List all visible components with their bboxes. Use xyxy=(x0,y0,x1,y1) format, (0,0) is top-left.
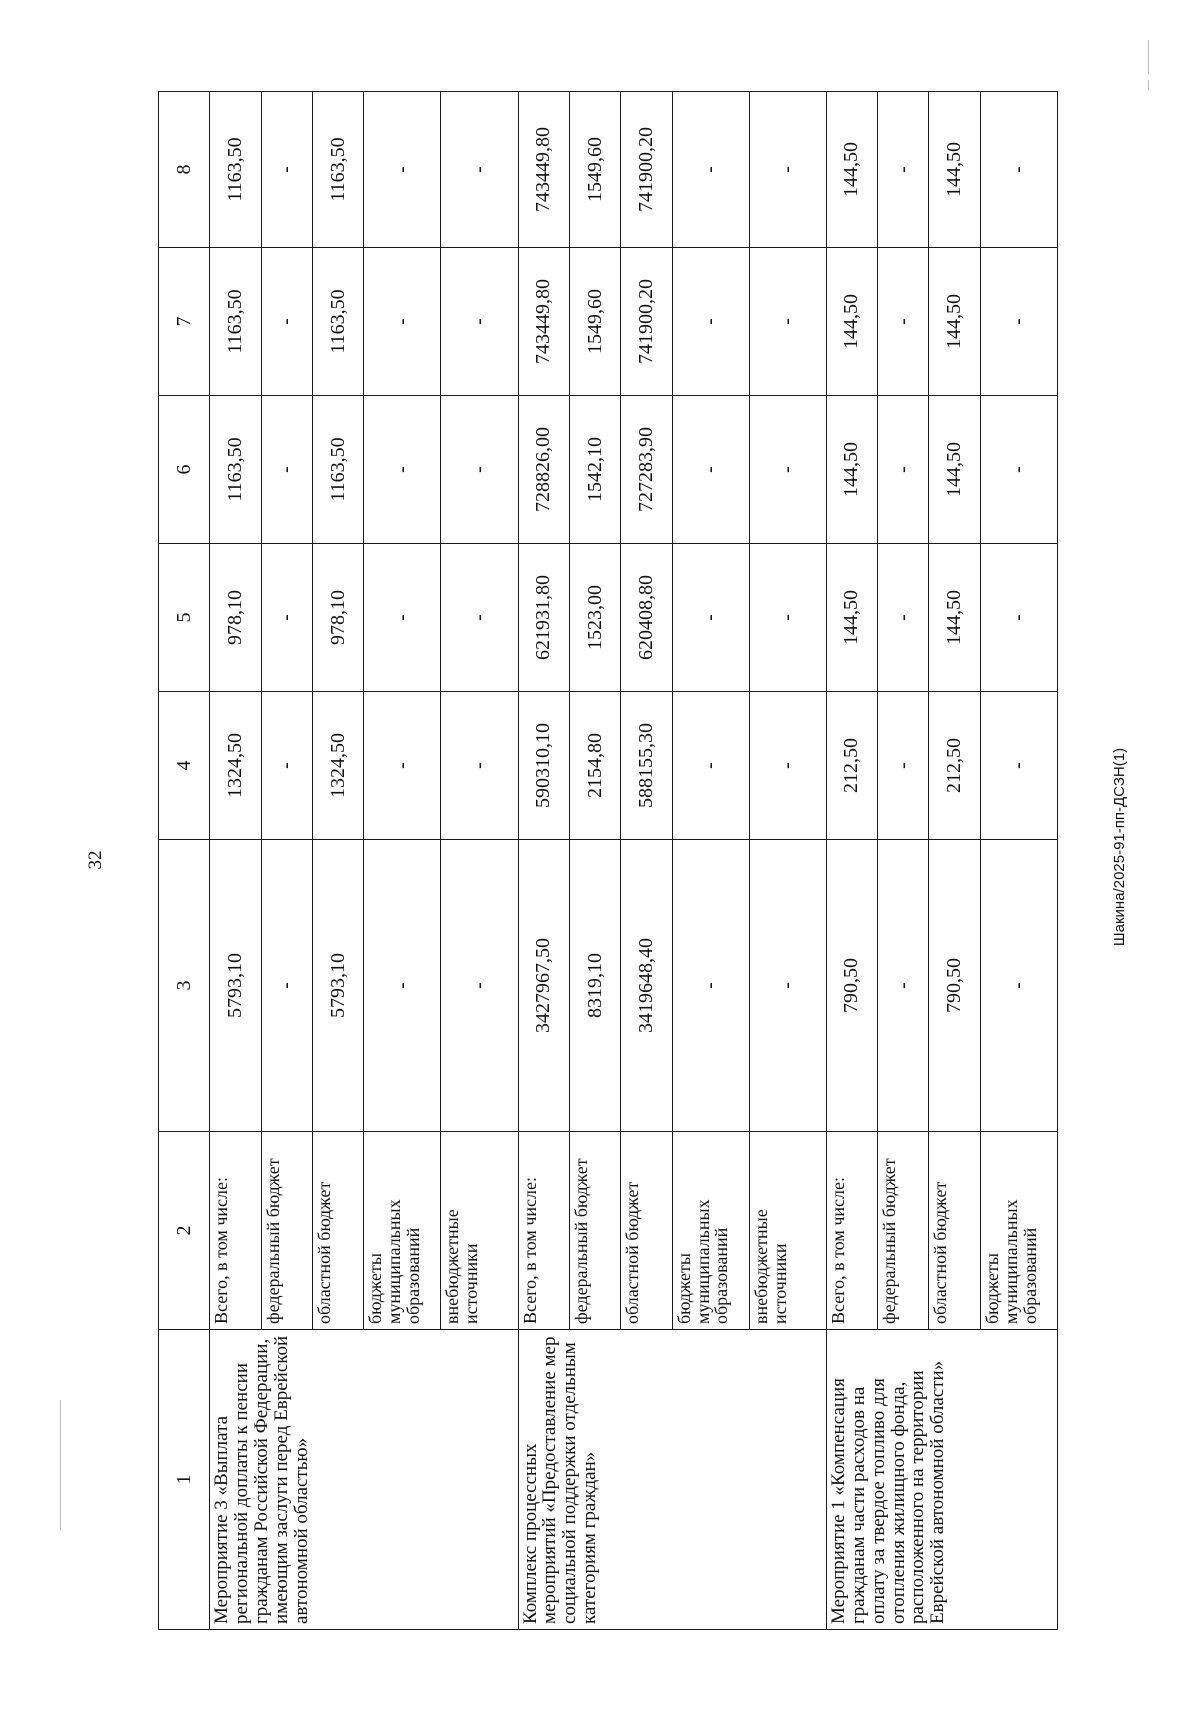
amount-cell: - xyxy=(878,248,929,396)
funding-source: Всего, в том числе: xyxy=(826,1132,877,1330)
funding-source: областной бюджет xyxy=(621,1132,672,1330)
amount-cell: 144,50 xyxy=(929,544,980,692)
amount-cell: 144,50 xyxy=(929,248,980,396)
amount-cell: - xyxy=(261,248,312,396)
amount-cell: - xyxy=(441,396,518,544)
amount-cell: 1549,60 xyxy=(569,92,620,248)
column-number: 5 xyxy=(159,544,210,692)
amount-cell: - xyxy=(364,544,441,692)
amount-cell: 8319,10 xyxy=(569,840,620,1132)
amount-cell: 3427967,50 xyxy=(518,840,569,1132)
amount-cell: 3419648,40 xyxy=(621,840,672,1132)
amount-cell: - xyxy=(261,396,312,544)
column-number: 2 xyxy=(159,1132,210,1330)
amount-cell: - xyxy=(364,692,441,840)
amount-cell: 1163,50 xyxy=(210,248,261,396)
amount-cell: 144,50 xyxy=(929,396,980,544)
funding-source: внебюджетные источники xyxy=(441,1132,518,1330)
amount-cell: 620408,80 xyxy=(621,544,672,692)
amount-cell: - xyxy=(749,840,826,1132)
document-code: Шакина/2025-91-пп-ДСЗН(1) xyxy=(1111,747,1128,947)
amount-cell: - xyxy=(749,396,826,544)
table-row xyxy=(826,92,877,1630)
funding-source: областной бюджет xyxy=(929,1132,980,1330)
amount-cell: - xyxy=(364,840,441,1132)
amount-cell: - xyxy=(672,248,749,396)
amount-cell: - xyxy=(878,92,929,248)
amount-cell: - xyxy=(980,544,1057,692)
amount-cell: - xyxy=(441,692,518,840)
amount-cell: 621931,80 xyxy=(518,544,569,692)
amount-cell: - xyxy=(364,92,441,248)
amount-cell: - xyxy=(980,92,1057,248)
amount-cell: 144,50 xyxy=(826,396,877,544)
amount-cell: - xyxy=(364,396,441,544)
amount-cell: - xyxy=(878,692,929,840)
amount-cell: - xyxy=(261,544,312,692)
amount-cell: 1163,50 xyxy=(210,92,261,248)
amount-cell: - xyxy=(441,840,518,1132)
scan-artifact xyxy=(1148,80,1149,90)
amount-cell: 741900,20 xyxy=(621,248,672,396)
amount-cell: - xyxy=(749,248,826,396)
column-number: 4 xyxy=(159,692,210,840)
amount-cell: 1163,50 xyxy=(210,396,261,544)
amount-cell: - xyxy=(672,92,749,248)
funding-table-body xyxy=(159,92,1058,1630)
amount-cell: 743449,80 xyxy=(518,248,569,396)
funding-table-rotated xyxy=(158,92,1058,1630)
funding-source: бюджеты муниципальных образований xyxy=(980,1132,1057,1330)
column-number: 6 xyxy=(159,396,210,544)
funding-source: федеральный бюджет xyxy=(878,1132,929,1330)
amount-cell: - xyxy=(441,544,518,692)
column-number: 3 xyxy=(159,840,210,1132)
column-number: 1 xyxy=(159,1330,210,1630)
amount-cell: 1163,50 xyxy=(313,248,364,396)
amount-cell: 212,50 xyxy=(929,692,980,840)
amount-cell: 1324,50 xyxy=(313,692,364,840)
amount-cell: 1523,00 xyxy=(569,544,620,692)
amount-cell: - xyxy=(364,248,441,396)
amount-cell: 790,50 xyxy=(929,840,980,1132)
amount-cell: 1549,60 xyxy=(569,248,620,396)
amount-cell: 978,10 xyxy=(210,544,261,692)
funding-source: внебюджетные источники xyxy=(749,1132,826,1330)
amount-cell: 743449,80 xyxy=(518,92,569,248)
column-number: 7 xyxy=(159,248,210,396)
funding-source: Всего, в том числе: xyxy=(210,1132,261,1330)
amount-cell: - xyxy=(672,840,749,1132)
amount-cell: 590310,10 xyxy=(518,692,569,840)
amount-cell: - xyxy=(980,692,1057,840)
amount-cell: - xyxy=(980,396,1057,544)
scan-artifact xyxy=(1148,40,1149,74)
amount-cell: - xyxy=(749,92,826,248)
amount-cell: - xyxy=(261,692,312,840)
amount-cell: - xyxy=(878,544,929,692)
amount-cell: 5793,10 xyxy=(313,840,364,1132)
amount-cell: - xyxy=(441,92,518,248)
amount-cell: 727283,90 xyxy=(621,396,672,544)
amount-cell: - xyxy=(672,692,749,840)
amount-cell: - xyxy=(261,92,312,248)
page-number: 32 xyxy=(85,850,106,870)
amount-cell: 144,50 xyxy=(826,248,877,396)
funding-source: федеральный бюджет xyxy=(569,1132,620,1330)
amount-cell: 2154,80 xyxy=(569,692,620,840)
funding-source: бюджеты муниципальных образований xyxy=(364,1132,441,1330)
funding-source: Всего, в том числе: xyxy=(518,1132,569,1330)
funding-source: областной бюджет xyxy=(313,1132,364,1330)
amount-cell: 1163,50 xyxy=(313,396,364,544)
amount-cell: - xyxy=(749,692,826,840)
funding-table xyxy=(158,91,1058,1630)
amount-cell: 588155,30 xyxy=(621,692,672,840)
amount-cell: 144,50 xyxy=(929,92,980,248)
header-row xyxy=(159,92,210,1630)
measure-title: Комплекс процессных мероприятий «Предоставление мер социальной поддержки отдельным категориям граждан» xyxy=(518,1330,826,1630)
amount-cell: 1324,50 xyxy=(210,692,261,840)
amount-cell: 1163,50 xyxy=(313,92,364,248)
amount-cell: - xyxy=(672,544,749,692)
amount-cell: 741900,20 xyxy=(621,92,672,248)
column-number: 8 xyxy=(159,92,210,248)
amount-cell: - xyxy=(261,840,312,1132)
amount-cell: - xyxy=(980,840,1057,1132)
amount-cell: 1542,10 xyxy=(569,396,620,544)
amount-cell: 144,50 xyxy=(826,544,877,692)
amount-cell: 728826,00 xyxy=(518,396,569,544)
table-row xyxy=(210,92,261,1630)
measure-title: Мероприятие 3 «Выплата региональной доплаты к пенсии гражданам Российской Федерации, имеющим заслуги перед Еврейской автономной областью» xyxy=(210,1330,518,1630)
amount-cell: 790,50 xyxy=(826,840,877,1132)
amount-cell: - xyxy=(980,248,1057,396)
amount-cell: 212,50 xyxy=(826,692,877,840)
amount-cell: 5793,10 xyxy=(210,840,261,1132)
amount-cell: 978,10 xyxy=(313,544,364,692)
funding-source: бюджеты муниципальных образований xyxy=(672,1132,749,1330)
measure-title: Мероприятие 1 «Компенсация гражданам части расходов на оплату за твердое топливо для отопления жилищного фонда, расположенного на территории Еврейской автономной области» xyxy=(826,1330,1057,1630)
funding-source: федеральный бюджет xyxy=(261,1132,312,1330)
amount-cell: - xyxy=(878,396,929,544)
table-row xyxy=(518,92,569,1630)
scan-artifact xyxy=(60,1400,61,1530)
amount-cell: - xyxy=(672,396,749,544)
amount-cell: - xyxy=(441,248,518,396)
amount-cell: - xyxy=(749,544,826,692)
amount-cell: - xyxy=(878,840,929,1132)
amount-cell: 144,50 xyxy=(826,92,877,248)
